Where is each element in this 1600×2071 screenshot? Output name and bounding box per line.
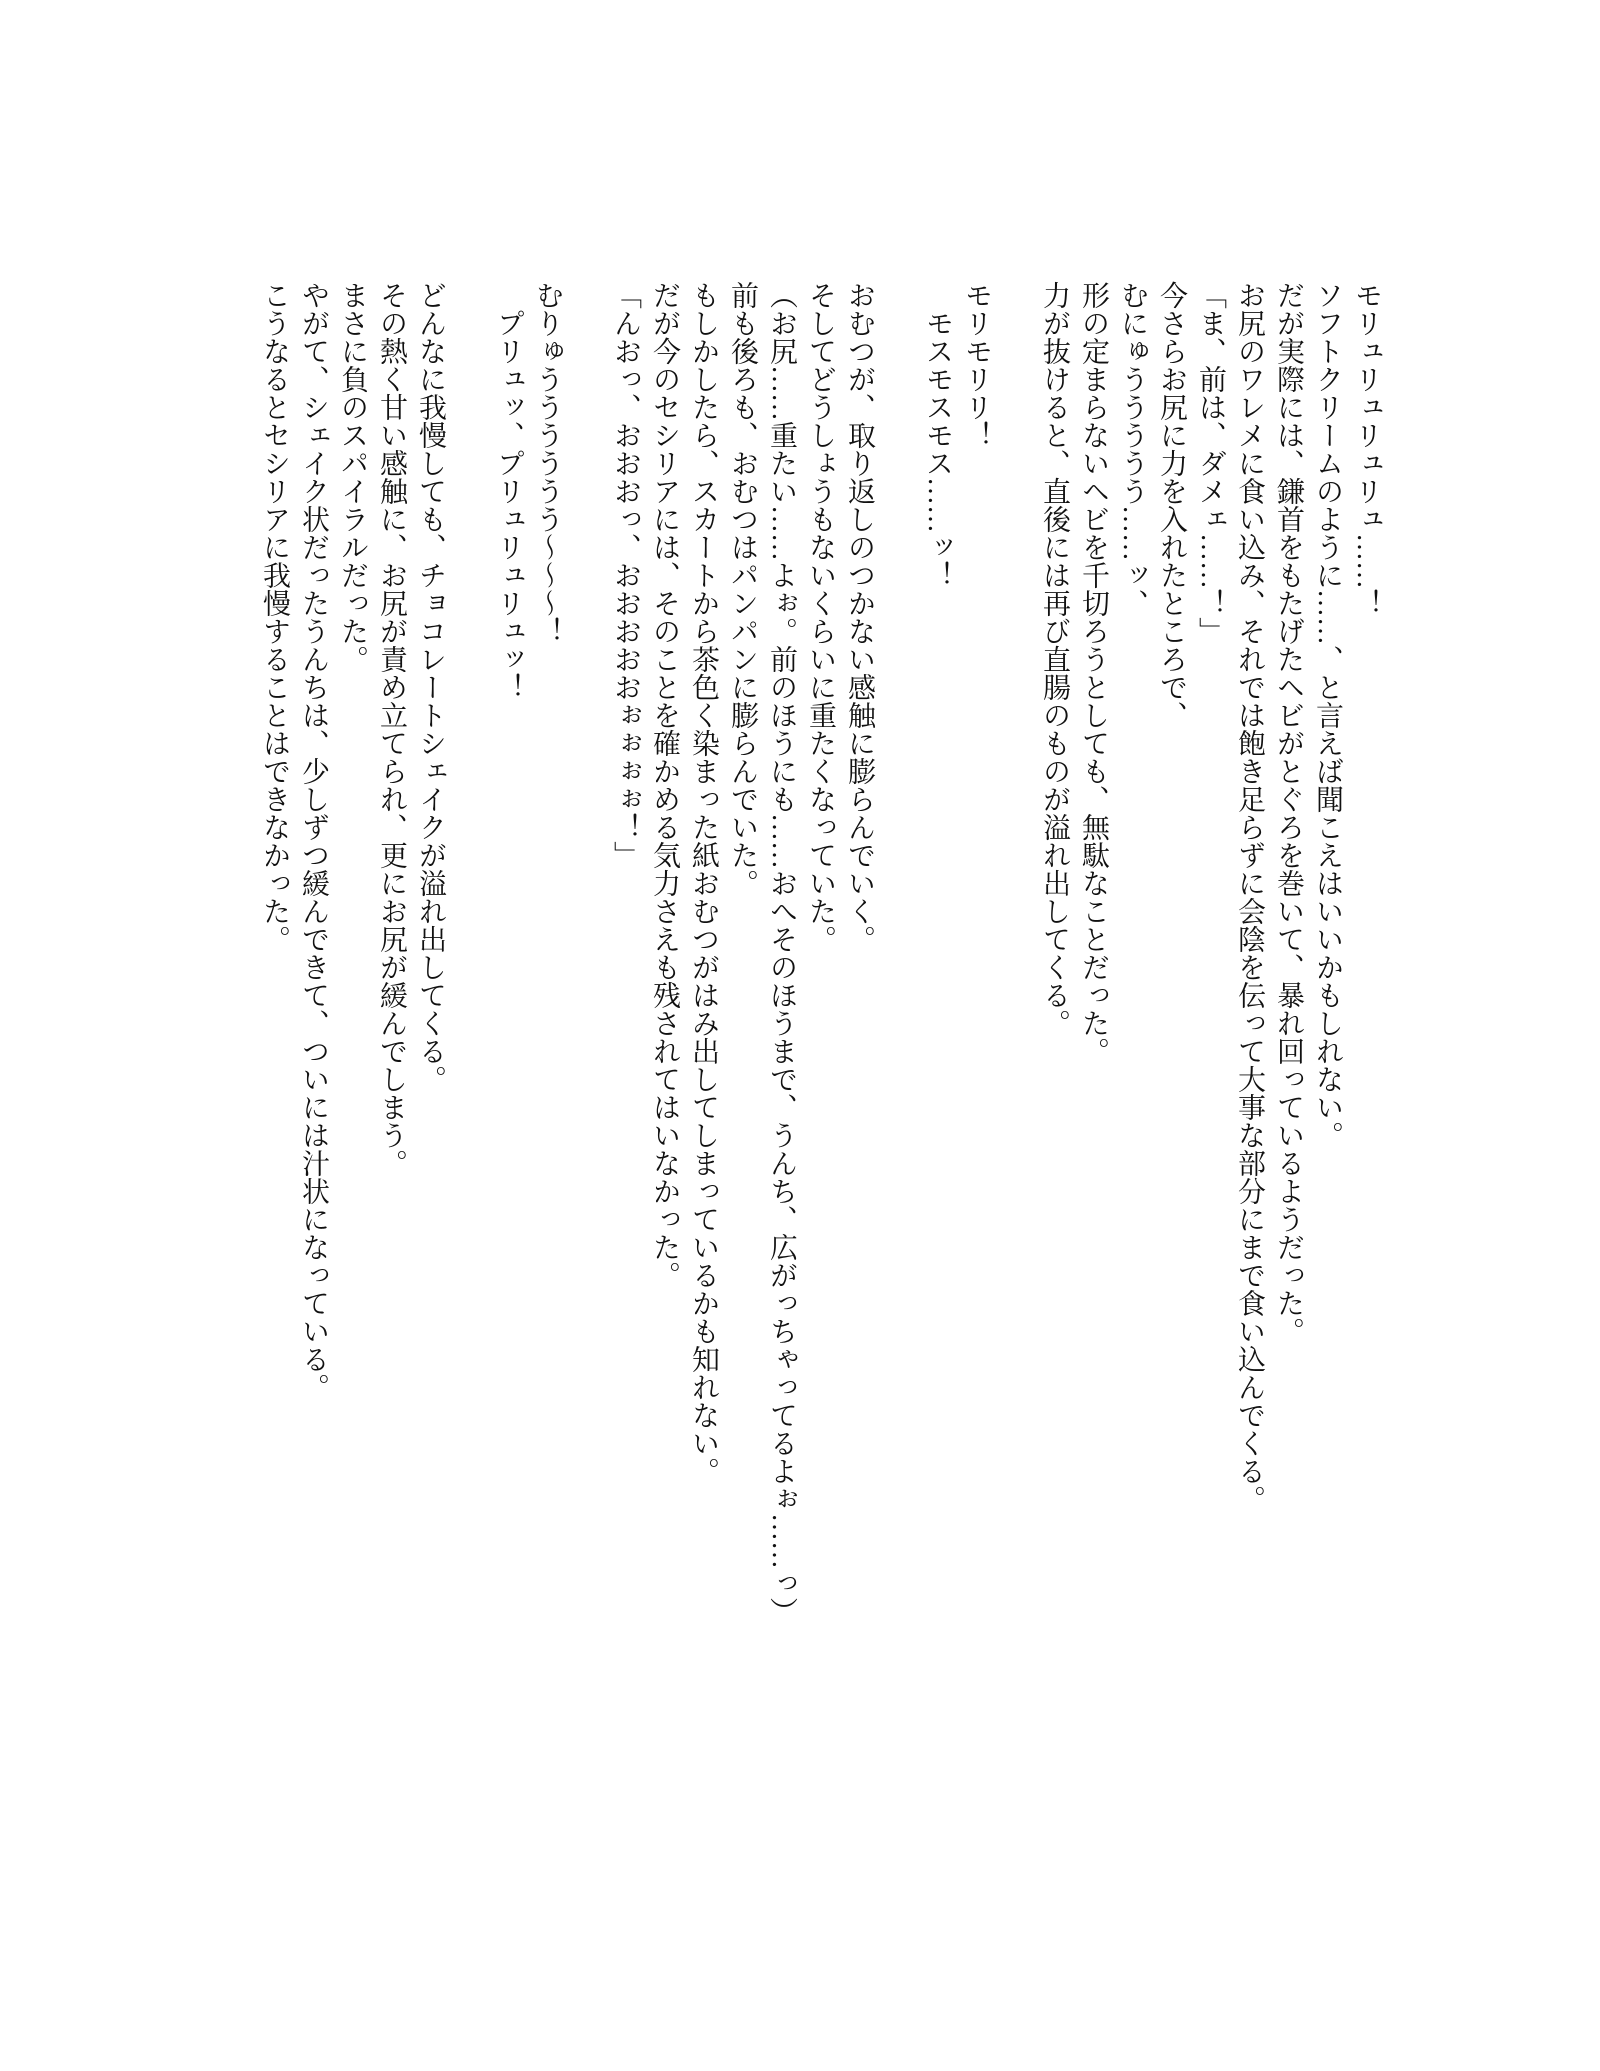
text-line: モスモスモス……ッ！ [922,309,953,589]
text-line: こうなるとセシリアに我慢することはできなかった。 [259,281,290,953]
text-line: 今さらお尻に力を入れたところで、 [1156,281,1187,729]
text-line: モリモリリ！ [961,281,992,449]
text-line: まさに負のスパイラルだった。 [337,281,368,673]
text-line: やがて、シェイク状だったうんちは、少しずつ緩んできて、ついには汁状になっている。 [298,281,329,1401]
text-line: 前も後ろも、おむつはパンパンに膨らんでいた。 [727,281,758,897]
text-line: モリュリュリュリュ……！ [1351,281,1382,617]
blank-separator-line [567,281,606,1911]
blank-separator-line [996,281,1035,1911]
text-line: むにゅううううう……ッ、 [1117,281,1148,617]
text-line: 形の定まらないヘビを千切ろうとしても、無駄なことだった。 [1078,281,1109,1065]
text-line: だが実際には、鎌首をもたげたヘビがとぐろを巻いて、暴れ回っているようだった。 [1273,281,1304,1345]
vertical-text-block [255,281,1386,1911]
text-line: お尻のワレメに食い込み、それでは飽き足らずに会陰を伝って大事な部分にまで食い込んでくる。 [1234,281,1265,1513]
text-line: もしかしたら、スカートから茶色く染まった紙おむつがはみ出してしまっているかも知れない。 [688,281,719,1485]
blank-separator-line [450,281,489,1911]
text-line: むりゅうううううう〜〜〜！ [532,281,563,645]
text-line: ソフトクリームのように……、と言えば聞こえはいいかもしれない。 [1312,281,1343,1149]
text-line: （お尻……重たい……よぉ。前のほうにも……おへそのほうまで、うんち、広がっちゃってるよぉ……っ） [766,281,797,1625]
text-line: その熱く甘い感触に、お尻が責め立てられ、更にお尻が緩んでしまう。 [376,281,407,1177]
text-line: 「んおっ、おおおっ、おおおおおぉぉぉぉ！」 [610,281,641,869]
text-line: 力が抜けると、直後には再び直腸のものが溢れ出してくる。 [1039,281,1070,1037]
text-line: おむつが、取り返しのつかない感触に膨らんでいく。 [844,281,875,953]
text-line: 「ま、前は、ダメェ……！」 [1195,281,1226,645]
text-line: プリュッ、プリュリュリュッ！ [493,309,524,701]
text-line: そしてどうしょうもないくらいに重たくなっていた。 [805,281,836,953]
text-line: だが今のセシリアには、そのことを確かめる気力さえも残されてはいなかった。 [649,281,680,1289]
text-line: どんなに我慢しても、チョコレートシェイクが溢れ出してくる。 [415,281,446,1093]
blank-separator-line [879,281,918,1911]
